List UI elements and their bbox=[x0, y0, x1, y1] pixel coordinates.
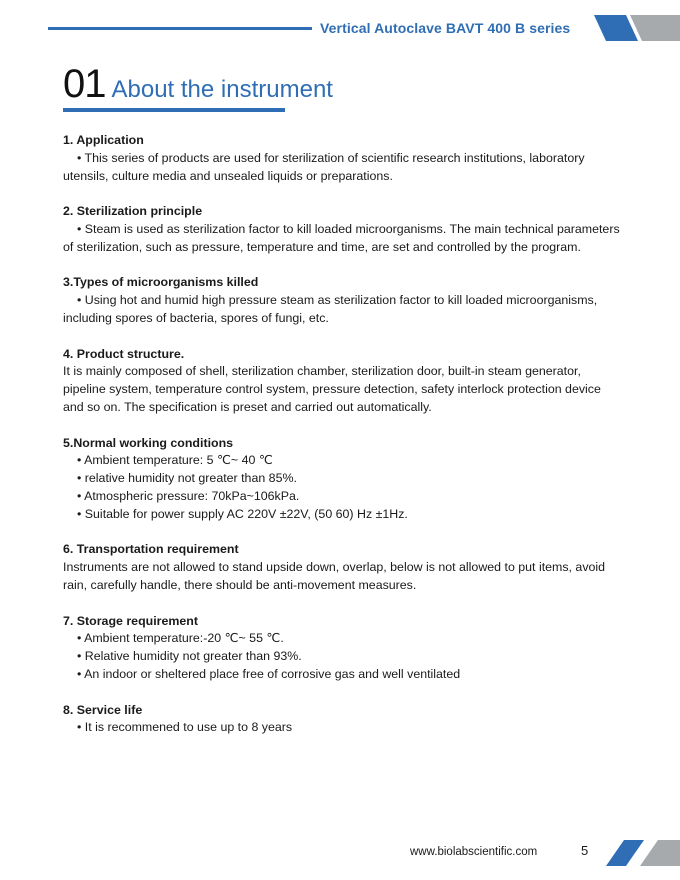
section-heading: 7. Storage requirement bbox=[63, 613, 198, 628]
section-heading: 8. Service life bbox=[63, 702, 143, 717]
section-heading: 6. Transportation requirement bbox=[63, 542, 239, 557]
footer-url: www.biolabscientific.com bbox=[410, 846, 538, 858]
section-microorganisms-killed bbox=[63, 274, 623, 327]
page-number: 5 bbox=[581, 843, 589, 858]
section-heading: 4. Product structure. bbox=[63, 346, 185, 361]
section-application bbox=[63, 132, 623, 185]
document-body bbox=[63, 132, 623, 755]
section-heading: 2. Sterilization principle bbox=[63, 204, 203, 219]
footer-decoration bbox=[596, 840, 680, 866]
section-storage bbox=[63, 613, 623, 684]
section-text: Instruments are not allowed to stand upside down, overlap, below is not allowed to put items, avoid rain, carefully handle, there should be anti-movement measures. bbox=[63, 560, 606, 592]
bullet-item: • Ambient temperature: 5 ℃~ 40 ℃ bbox=[77, 453, 273, 468]
chapter-title: About the instrument bbox=[111, 76, 333, 103]
bullet-item: • Steam is used as sterilization factor to kill loaded microorganisms. The main technical parameters of sterilization, such as pressure, temperature and time, are set and controlled by the program. bbox=[63, 221, 620, 254]
bullet-item: • Using hot and humid high pressure steam as sterilization factor to kill loaded microorganisms, including spores of bacteria, spores of fungi, etc. bbox=[63, 293, 598, 325]
section-text: It is mainly composed of shell, sterilization chamber, sterilization door, built-in steam generator, pipeline system, temperature control system, pressure detection, safety interlock protection device and so on. The specification is preset and carried out automatically. bbox=[63, 364, 601, 414]
section-sterilization-principle bbox=[63, 203, 623, 256]
section-transportation bbox=[63, 541, 623, 594]
section-heading: 1. Application bbox=[63, 133, 144, 147]
bullet-item: • Atmospheric pressure: 70kPa~106kPa. bbox=[77, 488, 300, 503]
section-working-conditions bbox=[63, 435, 623, 524]
section-heading: 5.Normal working conditions bbox=[63, 435, 234, 450]
section-heading: 3.Types of microorganisms killed bbox=[63, 275, 259, 290]
chapter-underline bbox=[63, 108, 285, 112]
bullet-item: • Suitable for power supply AC 220V ±22V, (50 60) Hz ±1Hz. bbox=[77, 506, 408, 521]
section-product-structure bbox=[63, 346, 623, 417]
bullet-item: • It is recommened to use up to 8 years bbox=[77, 720, 293, 735]
bullet-item: • This series of products are used for sterilization of scientific research institutions, laboratory utensils, culture media and unsealed liquids or preparations. bbox=[63, 150, 585, 183]
bullet-item: • Ambient temperature:-20 ℃~ 55 ℃. bbox=[77, 631, 284, 646]
bullet-item: • relative humidity not greater than 85%. bbox=[77, 471, 297, 486]
chapter-heading bbox=[63, 62, 333, 107]
header-decoration bbox=[592, 15, 680, 41]
bullet-item: • Relative humidity not greater than 93%. bbox=[77, 649, 302, 664]
header-title: Vertical Autoclave BAVT 400 B series bbox=[320, 20, 571, 36]
section-service-life bbox=[63, 702, 623, 738]
chapter-number: 01 bbox=[63, 62, 106, 106]
header-rule bbox=[48, 27, 312, 30]
bullet-item: • An indoor or sheltered place free of corrosive gas and well ventilated bbox=[77, 666, 461, 681]
